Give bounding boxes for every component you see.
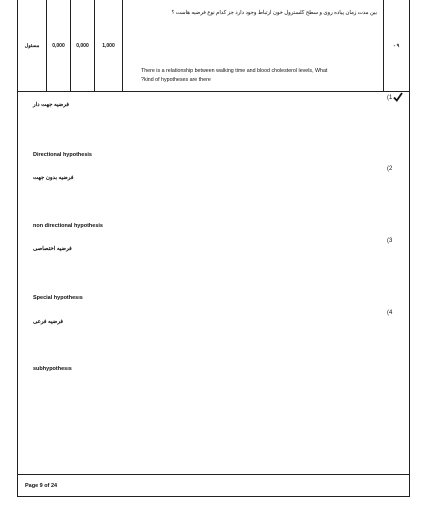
question-text-en-line-1: There is a relationship between walking time and blood cholesterol levels, What [141,68,328,74]
question-number: - ۹ [393,42,400,49]
option-4-text-en[interactable]: subhypothesıs [33,366,72,372]
option-3-text-en[interactable]: Special hypothesıs [33,295,83,301]
option-1-text-fa[interactable]: فرضیه جهت دار [33,102,69,108]
value-cell-2: 0,000 [71,0,95,91]
value-cell-1: 0,000 [47,0,71,91]
question-text-en [141,67,386,84]
option-1-number[interactable]: (1 [387,95,393,101]
option-3-text-fa[interactable]: فرضیه اختصاصی [33,246,72,252]
option-2-text-en[interactable]: non directional hypothesis [33,223,103,229]
question-header-row [18,0,409,92]
option-4-number[interactable]: (4 [387,310,393,316]
checkmark-icon [393,92,403,102]
question-frame [17,0,410,497]
question-text-en-line-2: ?kind of hypotheses are there [141,76,211,83]
footer-divider [18,474,409,475]
status-cell: مسئول [18,0,47,91]
option-3-number[interactable]: (3 [387,238,393,244]
value-cell-3: 1,000 [95,0,123,91]
question-text-fa: بین مدت زمان پیاده روی و سطح کلسترول خون ارتباط وجود دارد جز کدام نوع فرضیه هاست ؟ [171,10,377,16]
option-2-number[interactable]: (2 [387,166,393,172]
option-1-text-en[interactable]: Directional hypothesis [33,152,92,158]
page-counter: Page 9 of 24 [25,483,58,489]
option-2-text-fa[interactable]: فرضیه بدون جهت [33,175,74,181]
question-text-cell [123,0,384,91]
option-4-text-fa[interactable]: فرضیه فرعی [33,319,64,325]
